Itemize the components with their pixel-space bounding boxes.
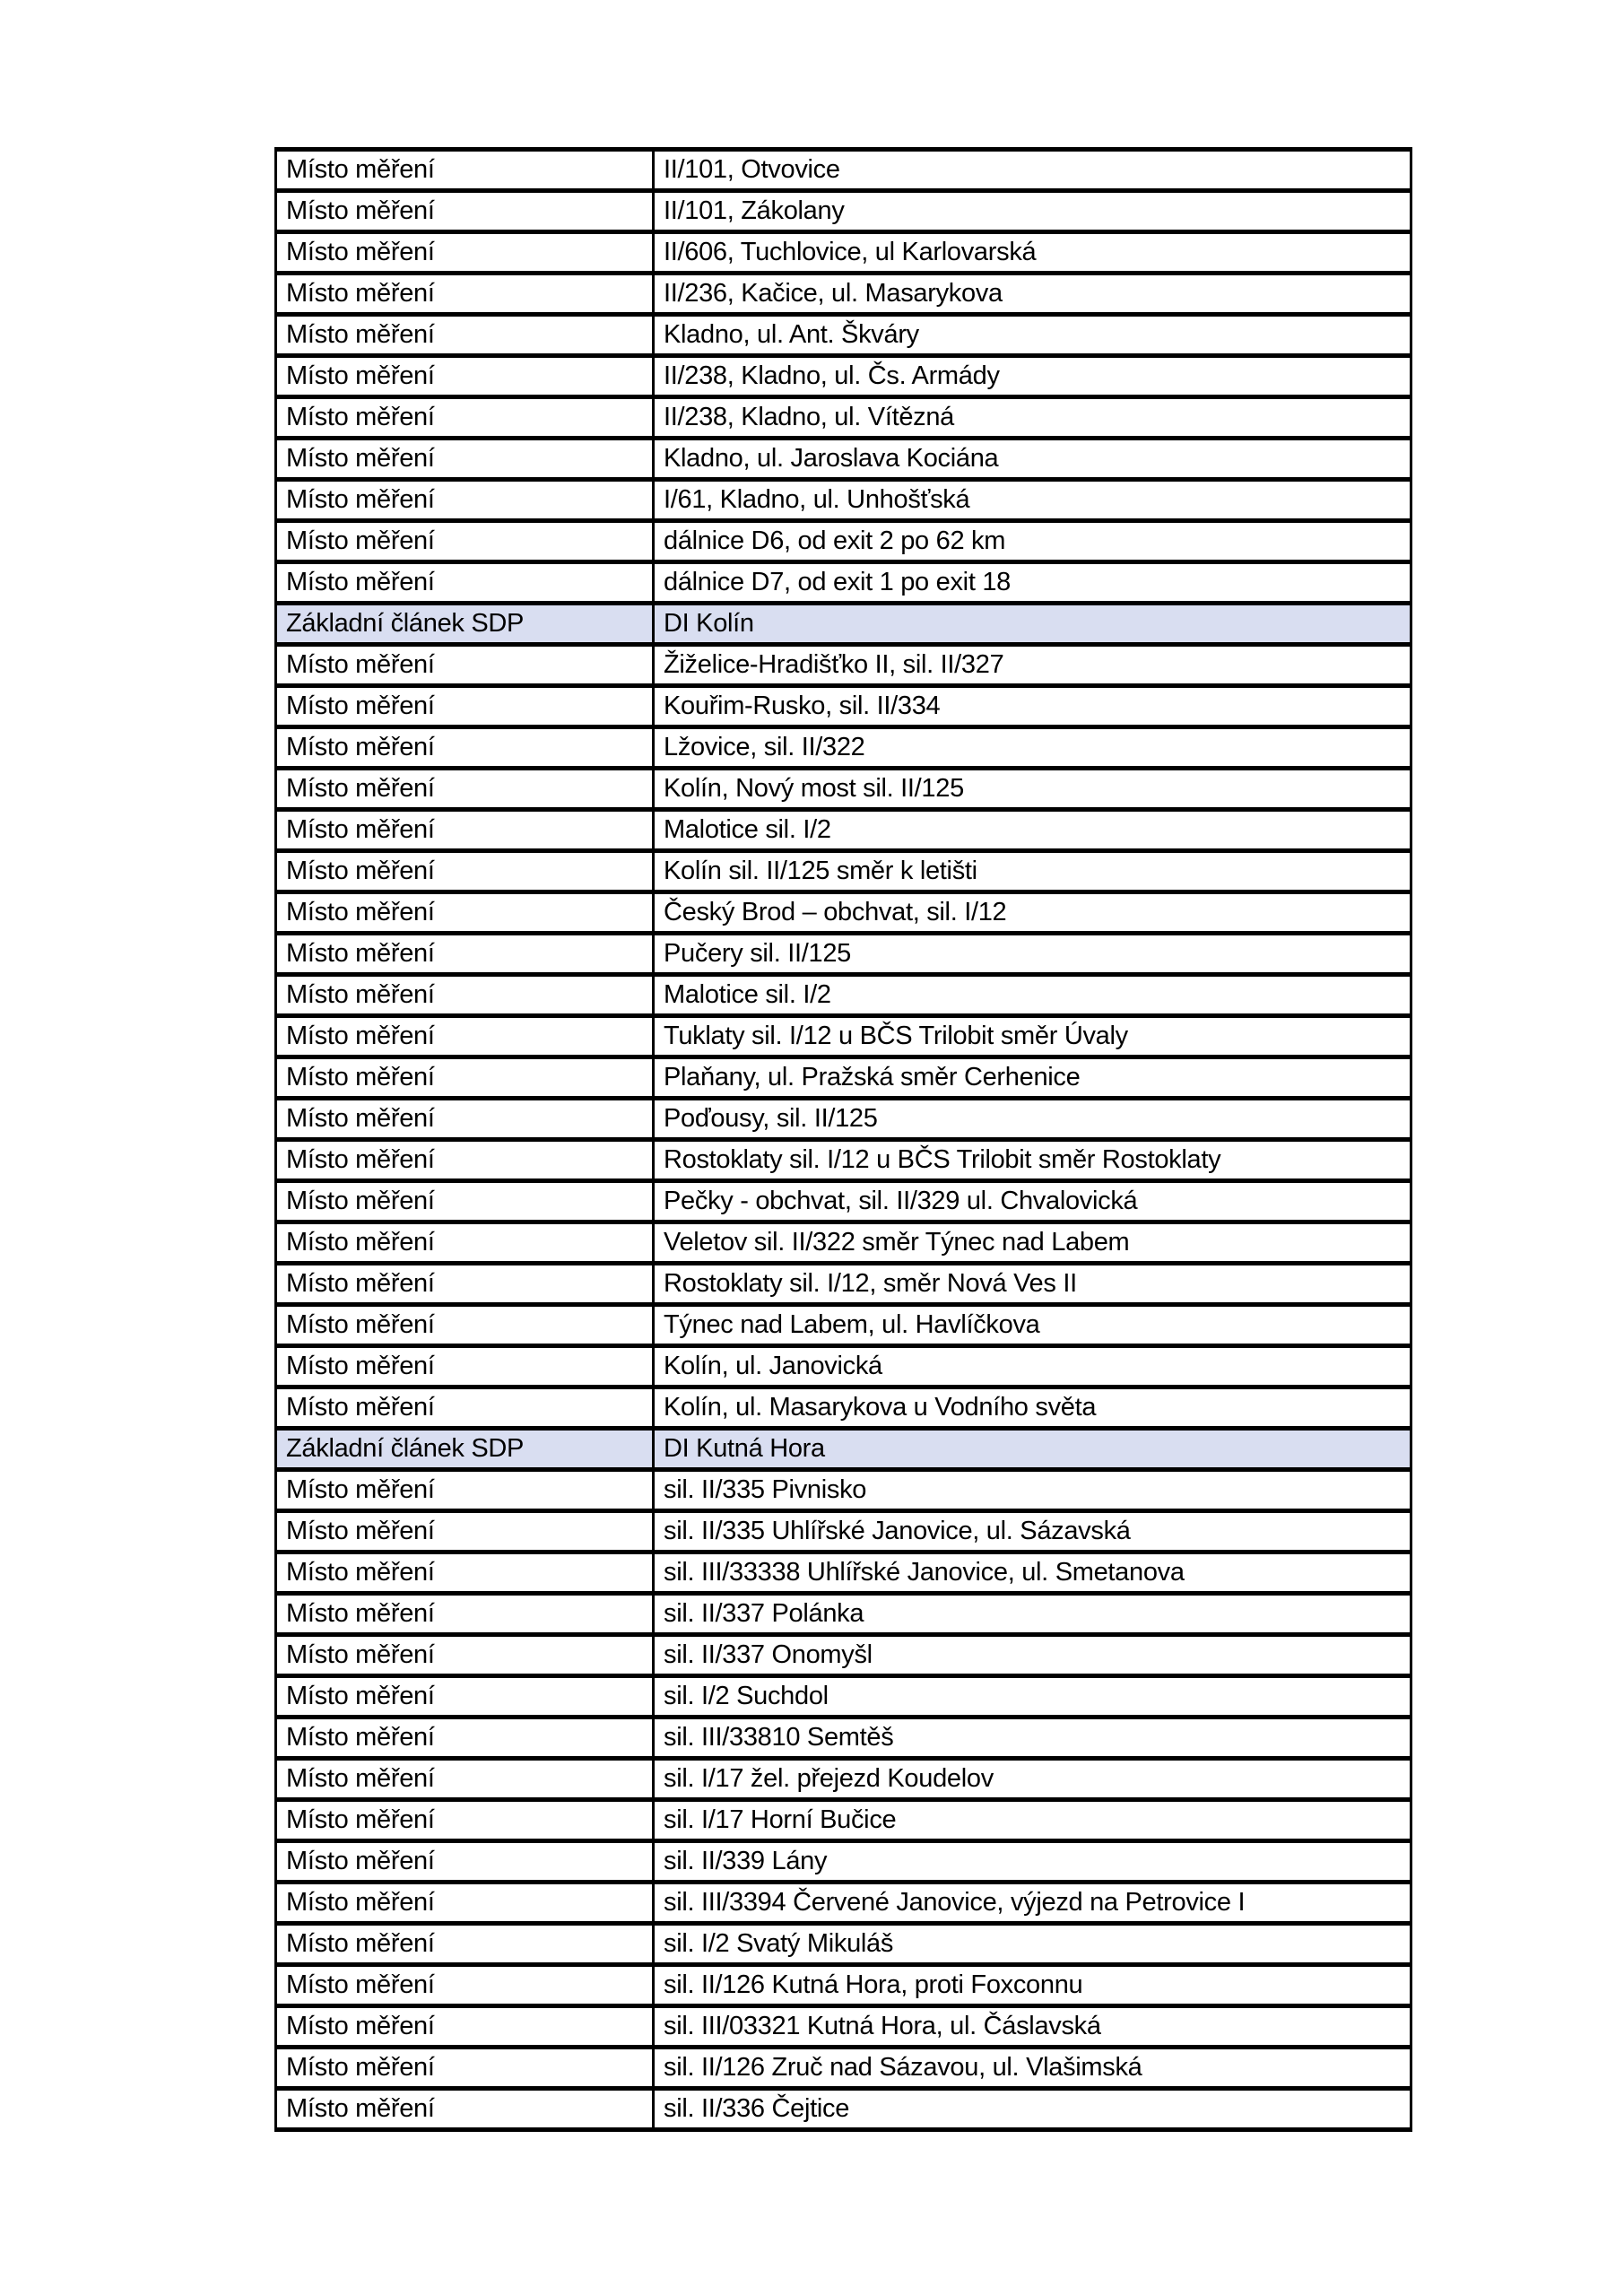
row-value: sil. III/33810 Semtěš — [654, 1718, 1411, 1759]
row-label: Místo měření — [276, 1552, 654, 1594]
table-row — [276, 1924, 1411, 1965]
row-label: Místo měření — [276, 439, 654, 480]
row-value: II/101, Zákolany — [654, 191, 1411, 232]
row-label: Místo měření — [276, 769, 654, 810]
row-label: Místo měření — [276, 2006, 654, 2048]
table-row — [276, 1965, 1411, 2006]
row-value: Pučery sil. II/125 — [654, 934, 1411, 975]
table-row — [276, 686, 1411, 727]
table-row — [276, 1057, 1411, 1099]
row-value: Poďousy, sil. II/125 — [654, 1099, 1411, 1140]
row-value: sil. II/335 Pivnisko — [654, 1470, 1411, 1511]
row-value: I/61, Kladno, ul. Unhošťská — [654, 480, 1411, 521]
table-row — [276, 521, 1411, 562]
row-value: II/101, Otvovice — [654, 150, 1411, 191]
row-value: II/236, Kačice, ul. Masarykova — [654, 274, 1411, 315]
row-label: Místo měření — [276, 1924, 654, 1965]
table-row — [276, 1883, 1411, 1924]
table-row — [276, 356, 1411, 397]
table-row — [276, 1222, 1411, 1264]
table-row — [276, 1016, 1411, 1057]
row-label: Místo měření — [276, 315, 654, 356]
row-value: sil. III/3394 Červené Janovice, výjezd na Petrovice I — [654, 1883, 1411, 1924]
row-label: Místo měření — [276, 1841, 654, 1883]
row-label: Místo měření — [276, 727, 654, 769]
row-value: Rostoklaty sil. I/12, směr Nová Ves II — [654, 1264, 1411, 1305]
table-row — [276, 150, 1411, 191]
table-row — [276, 1841, 1411, 1883]
table-row — [276, 810, 1411, 851]
row-value: dálnice D7, od exit 1 po exit 18 — [654, 562, 1411, 604]
row-value: sil. I/17 žel. přejezd Koudelov — [654, 1759, 1411, 1800]
row-label: Místo měření — [276, 1346, 654, 1387]
table-row — [276, 727, 1411, 769]
row-value: Týnec nad Labem, ul. Havlíčkova — [654, 1305, 1411, 1346]
row-label: Základní článek SDP — [276, 604, 654, 645]
row-label: Místo měření — [276, 356, 654, 397]
row-label: Místo měření — [276, 1759, 654, 1800]
table-row — [276, 1676, 1411, 1718]
table-row — [276, 1552, 1411, 1594]
row-label: Místo měření — [276, 1057, 654, 1099]
row-label: Místo měření — [276, 1800, 654, 1841]
row-label: Místo měření — [276, 1099, 654, 1140]
table-row — [276, 1429, 1411, 1470]
row-value: Plaňany, ul. Pražská směr Cerhenice — [654, 1057, 1411, 1099]
row-label: Místo měření — [276, 232, 654, 274]
table-row — [276, 1099, 1411, 1140]
row-value: sil. II/337 Onomyšl — [654, 1635, 1411, 1676]
measurement-table — [274, 147, 1412, 2132]
row-value: Kouřim-Rusko, sil. II/334 — [654, 686, 1411, 727]
table-row — [276, 769, 1411, 810]
row-label: Místo měření — [276, 1140, 654, 1181]
row-label: Místo měření — [276, 1181, 654, 1222]
row-value: Kolín, ul. Janovická — [654, 1346, 1411, 1387]
row-value: sil. I/17 Horní Bučice — [654, 1800, 1411, 1841]
row-label: Místo měření — [276, 1718, 654, 1759]
row-value: sil. II/126 Kutná Hora, proti Foxconnu — [654, 1965, 1411, 2006]
row-label: Místo měření — [276, 686, 654, 727]
table-row — [276, 2089, 1411, 2130]
row-value: Žiželice-Hradišťko II, sil. II/327 — [654, 645, 1411, 686]
row-value: Kolín, ul. Masarykova u Vodního světa — [654, 1387, 1411, 1429]
row-label: Místo měření — [276, 397, 654, 439]
row-label: Místo měření — [276, 521, 654, 562]
row-label: Místo měření — [276, 1016, 654, 1057]
row-label: Místo měření — [276, 934, 654, 975]
row-label: Základní článek SDP — [276, 1429, 654, 1470]
row-value: sil. I/2 Svatý Mikuláš — [654, 1924, 1411, 1965]
row-value: sil. II/339 Lány — [654, 1841, 1411, 1883]
table-row — [276, 1718, 1411, 1759]
measurement-table-body — [276, 150, 1411, 2130]
table-row — [276, 1759, 1411, 1800]
row-label: Místo měření — [276, 1222, 654, 1264]
row-value: II/238, Kladno, ul. Čs. Armády — [654, 356, 1411, 397]
row-label: Místo měření — [276, 274, 654, 315]
row-value: Český Brod – obchvat, sil. I/12 — [654, 892, 1411, 934]
row-label: Místo měření — [276, 1594, 654, 1635]
row-label: Místo měření — [276, 2089, 654, 2130]
row-label: Místo měření — [276, 1965, 654, 2006]
table-row — [276, 397, 1411, 439]
row-label: Místo měření — [276, 975, 654, 1016]
row-label: Místo měření — [276, 645, 654, 686]
row-label: Místo měření — [276, 892, 654, 934]
row-label: Místo měření — [276, 1305, 654, 1346]
row-value: sil. III/03321 Kutná Hora, ul. Čáslavská — [654, 2006, 1411, 2048]
table-row — [276, 975, 1411, 1016]
row-value: II/238, Kladno, ul. Vítězná — [654, 397, 1411, 439]
table-row — [276, 1387, 1411, 1429]
row-label: Místo měření — [276, 851, 654, 892]
row-value: sil. II/337 Polánka — [654, 1594, 1411, 1635]
row-value: DI Kutná Hora — [654, 1429, 1411, 1470]
row-value: sil. III/33338 Uhlířské Janovice, ul. Smetanova — [654, 1552, 1411, 1594]
table-row — [276, 1264, 1411, 1305]
table-row — [276, 1181, 1411, 1222]
table-row — [276, 892, 1411, 934]
table-row — [276, 2006, 1411, 2048]
row-label: Místo měření — [276, 810, 654, 851]
row-value: Lžovice, sil. II/322 — [654, 727, 1411, 769]
row-value: Kolín sil. II/125 směr k letišti — [654, 851, 1411, 892]
row-value: Malotice sil. I/2 — [654, 810, 1411, 851]
row-value: Rostoklaty sil. I/12 u BČS Trilobit směr Rostoklaty — [654, 1140, 1411, 1181]
row-value: II/606, Tuchlovice, ul Karlovarská — [654, 232, 1411, 274]
table-row — [276, 1346, 1411, 1387]
row-value: sil. II/126 Zruč nad Sázavou, ul. Vlašimská — [654, 2048, 1411, 2089]
table-row — [276, 604, 1411, 645]
row-value: Veletov sil. II/322 směr Týnec nad Labem — [654, 1222, 1411, 1264]
row-value: Malotice sil. I/2 — [654, 975, 1411, 1016]
table-row — [276, 1511, 1411, 1552]
row-value: Tuklaty sil. I/12 u BČS Trilobit směr Úvaly — [654, 1016, 1411, 1057]
table-row — [276, 645, 1411, 686]
row-label: Místo měření — [276, 150, 654, 191]
table-row — [276, 1800, 1411, 1841]
table-row — [276, 1635, 1411, 1676]
row-label: Místo měření — [276, 1635, 654, 1676]
row-label: Místo měření — [276, 1883, 654, 1924]
row-value: Kladno, ul. Jaroslava Kociána — [654, 439, 1411, 480]
table-row — [276, 480, 1411, 521]
table-row — [276, 934, 1411, 975]
table-row — [276, 1305, 1411, 1346]
row-label: Místo měření — [276, 1470, 654, 1511]
table-row — [276, 1594, 1411, 1635]
row-label: Místo měření — [276, 2048, 654, 2089]
table-row — [276, 191, 1411, 232]
row-value: Pečky - obchvat, sil. II/329 ul. Chvalovická — [654, 1181, 1411, 1222]
row-label: Místo měření — [276, 1676, 654, 1718]
row-label: Místo měření — [276, 1511, 654, 1552]
table-row — [276, 851, 1411, 892]
table-row — [276, 232, 1411, 274]
row-value: dálnice D6, od exit 2 po 62 km — [654, 521, 1411, 562]
row-value: Kolín, Nový most sil. II/125 — [654, 769, 1411, 810]
table-row — [276, 439, 1411, 480]
table-row — [276, 2048, 1411, 2089]
row-value: sil. I/2 Suchdol — [654, 1676, 1411, 1718]
table-row — [276, 274, 1411, 315]
table-row — [276, 562, 1411, 604]
row-label: Místo měření — [276, 1264, 654, 1305]
row-label: Místo měření — [276, 191, 654, 232]
row-label: Místo měření — [276, 562, 654, 604]
row-value: Kladno, ul. Ant. Škváry — [654, 315, 1411, 356]
row-label: Místo měření — [276, 480, 654, 521]
table-row — [276, 315, 1411, 356]
row-value: sil. II/335 Uhlířské Janovice, ul. Sázavská — [654, 1511, 1411, 1552]
table-row — [276, 1140, 1411, 1181]
table-row — [276, 1470, 1411, 1511]
row-value: sil. II/336 Čejtice — [654, 2089, 1411, 2130]
row-label: Místo měření — [276, 1387, 654, 1429]
row-value: DI Kolín — [654, 604, 1411, 645]
